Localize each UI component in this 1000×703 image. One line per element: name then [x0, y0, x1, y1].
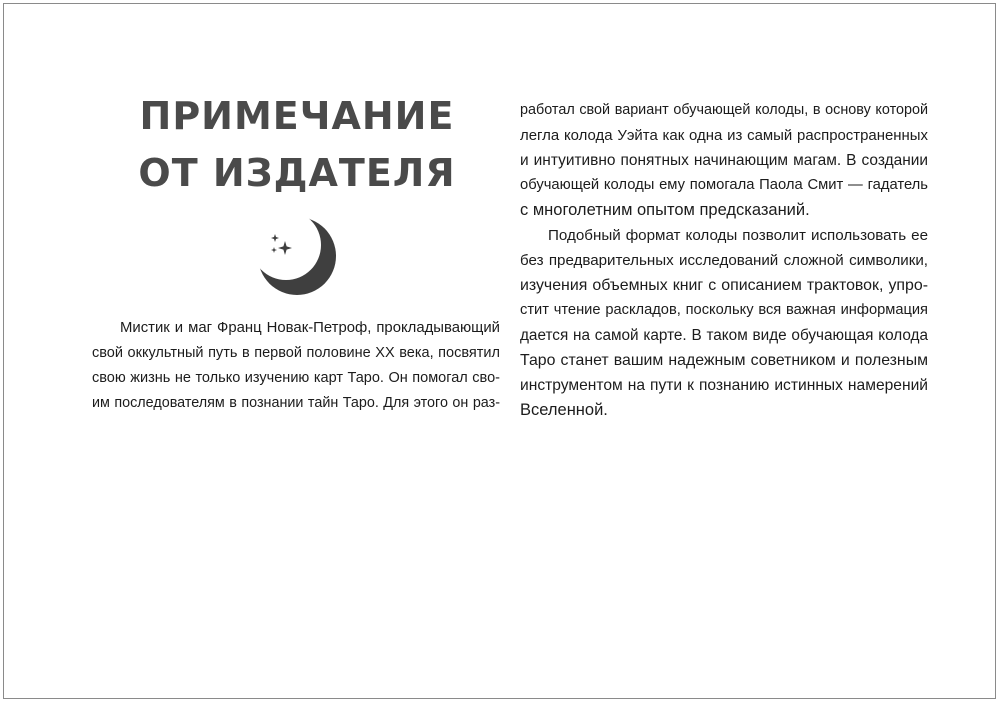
text-line: Вселенной. — [520, 401, 608, 419]
text-line: с многолетним опытом предсказаний. — [520, 201, 810, 219]
title-line-1: ПРИМЕЧАНИЕ — [139, 94, 455, 138]
text-line: свой оккультный путь в первой половине XX века, посвятил — [92, 345, 500, 361]
page-title — [122, 88, 472, 202]
text-line: Подобный формат колоды позволит использовать ее — [548, 227, 928, 244]
text-line: инструментом на пути к познанию истинных намерений — [520, 377, 928, 394]
text-line: легла колода Уэйта как одна из самый распространенных — [520, 127, 928, 144]
left-column-paragraph — [92, 316, 500, 416]
book-page — [3, 3, 996, 699]
text-line: свою жизнь не только изучению карт Таро. Он помогал сво- — [92, 370, 500, 386]
right-column-text — [520, 98, 928, 423]
text-line: и интуитивно понятных начинающим магам. В создании — [520, 152, 928, 169]
text-line: им последователям в познании тайн Таро. Для этого он раз- — [92, 395, 500, 411]
text-line: работал свой вариант обучающей колоды, в основу которой — [520, 102, 928, 118]
title-line-2: ОТ ИЗДАТЕЛЯ — [138, 151, 456, 195]
text-line: обучающей колоды ему помогала Паола Смит — гадатель — [520, 177, 928, 193]
text-line: без предварительных исследований сложной символики, — [520, 252, 928, 269]
text-line: изучения объемных книг с описанием трактовок, упро- — [520, 277, 928, 294]
text-line: стит чтение раскладов, поскольку вся важная информация — [520, 302, 928, 318]
text-line: Мистик и маг Франц Новак-Петроф, прокладывающий — [120, 320, 500, 336]
text-line: Таро станет вашим надежным советником и полезным — [520, 352, 928, 369]
text-line: дается на самой карте. В таком виде обучающая колода — [520, 327, 928, 344]
crescent-moon-stars-icon — [252, 208, 342, 298]
